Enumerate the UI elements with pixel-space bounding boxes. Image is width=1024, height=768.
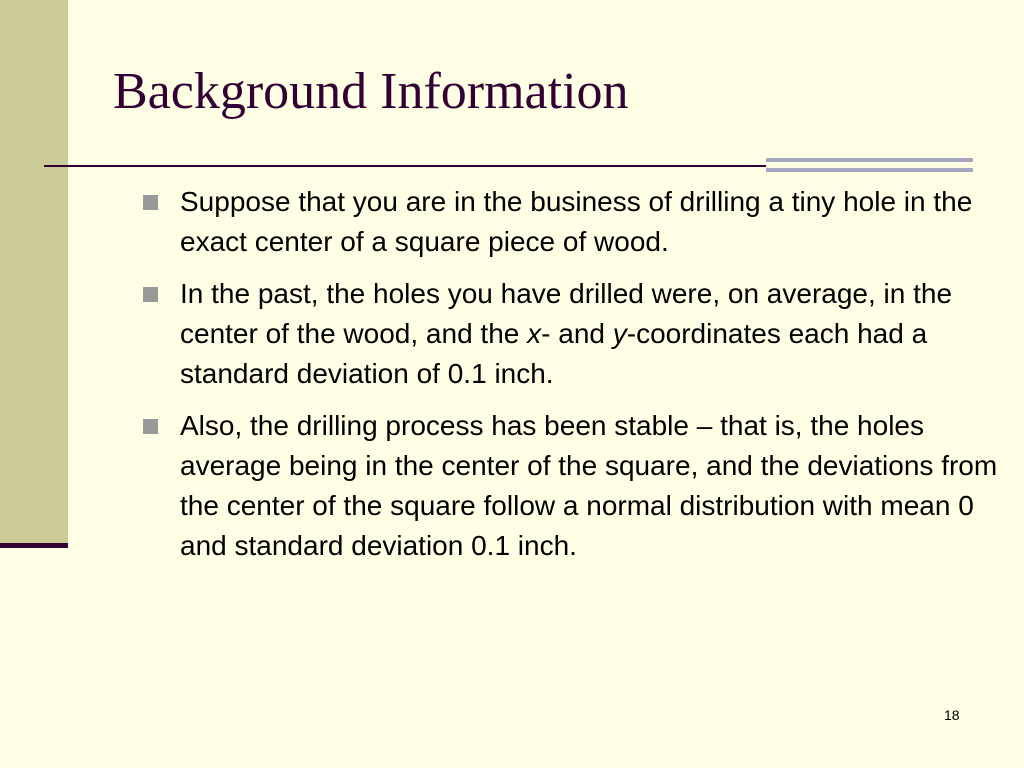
bullet-item: [143, 182, 1003, 262]
accent-bar-2: [766, 168, 973, 172]
slide-title: Background Information: [113, 63, 629, 120]
accent-bar-1: [766, 158, 973, 162]
italic-x: x: [527, 318, 542, 349]
bullet-text: In the past, the holes you have drilled were, on average, in the center of the wood, and the x- and y-coordinates each had a standard deviation of 0.1 inch.: [180, 278, 953, 389]
title-rule-accent: [766, 158, 973, 178]
left-sidebar-underline: [0, 543, 68, 548]
left-sidebar-band: [0, 0, 68, 545]
page-number: 18: [944, 707, 960, 723]
bullet-item: [143, 274, 1003, 394]
title-rule: [44, 165, 766, 167]
square-bullet-icon: [143, 195, 158, 210]
bullet-list: [143, 182, 1003, 578]
square-bullet-icon: [143, 419, 158, 434]
bullet-item: [143, 406, 1003, 566]
italic-y: y: [612, 318, 627, 349]
square-bullet-icon: [143, 287, 158, 302]
bullet-text: Also, the drilling process has been stable – that is, the holes average being in the center of the square, and the deviations from the center of the square follow a normal distribution with mean 0 and standard deviation 0.1 inch.: [180, 410, 998, 561]
bullet-text: Suppose that you are in the business of drilling a tiny hole in the exact center of a square piece of wood.: [180, 186, 973, 257]
